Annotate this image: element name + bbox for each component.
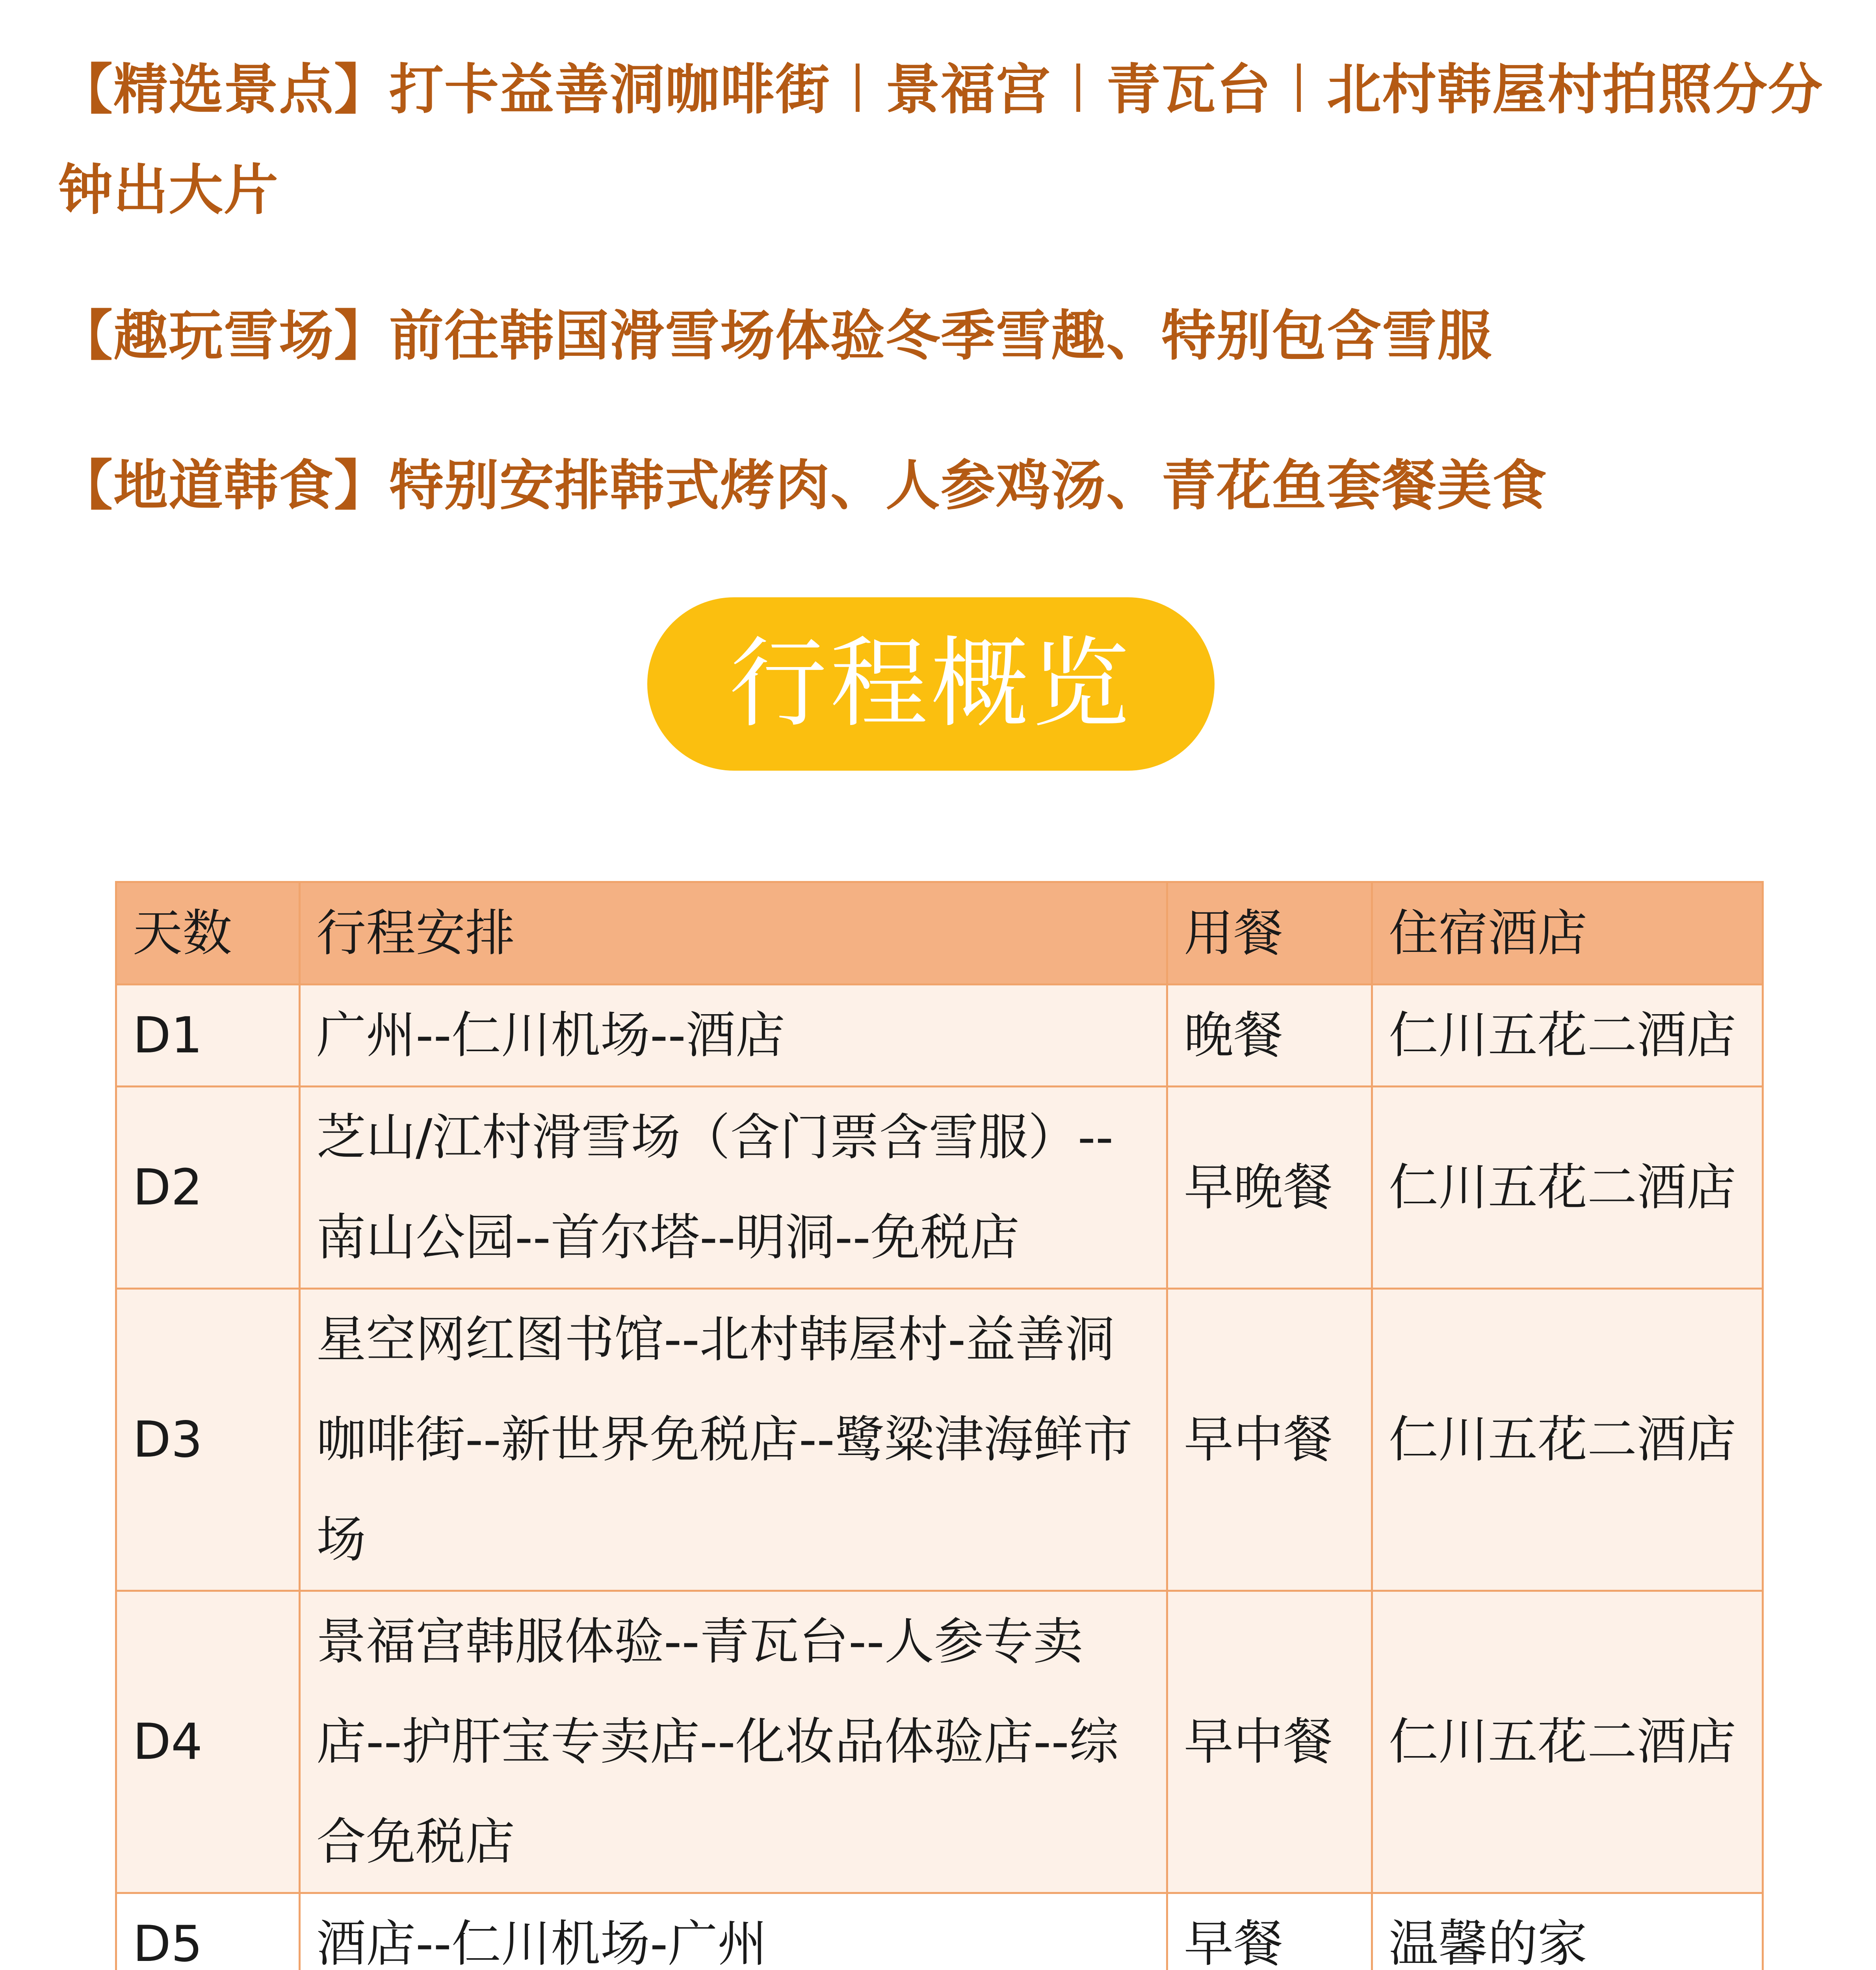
highlight-scenic-spots: 【精选景点】打卡益善洞咖啡街︱景福宫︱青瓦台︱北村韩屋村拍照分分钟出大片 <box>58 58 1824 222</box>
table-row <box>116 1893 1763 1970</box>
cell-meals: 早晚餐 <box>1167 1087 1372 1289</box>
cell-hotel: 仁川五花二酒店 <box>1372 1289 1763 1591</box>
highlight-ski-resort: 【趣玩雪场】前往韩国滑雪场体验冬季雪趣、特别包含雪服 <box>58 304 1493 368</box>
table-row <box>116 985 1763 1087</box>
cell-meals: 晚餐 <box>1167 985 1372 1087</box>
cell-itinerary: 酒店--仁川机场-广州 <box>300 1893 1167 1970</box>
overview-heading: 行程概览 <box>647 597 1215 771</box>
cell-meals: 早中餐 <box>1167 1591 1372 1893</box>
table-row <box>116 1289 1763 1591</box>
highlight-korean-food: 【地道韩食】特别安排韩式烤肉、人参鸡汤、青花鱼套餐美食 <box>58 454 1548 517</box>
column-header-itinerary: 行程安排 <box>300 882 1167 985</box>
cell-meals: 早中餐 <box>1167 1289 1372 1591</box>
cell-itinerary: 景福宫韩服体验--青瓦台--人参专卖店--护肝宝专卖店--化妆品体验店--综合免税店 <box>300 1591 1167 1893</box>
cell-day: D1 <box>116 985 300 1087</box>
cell-day: D5 <box>116 1893 300 1970</box>
table-row <box>116 1591 1763 1893</box>
cell-itinerary: 广州--仁川机场--酒店 <box>300 985 1167 1087</box>
cell-hotel: 温馨的家 <box>1372 1893 1763 1970</box>
column-header-meals: 用餐 <box>1167 882 1372 985</box>
column-header-hotel: 住宿酒店 <box>1372 882 1763 985</box>
cell-hotel: 仁川五花二酒店 <box>1372 1087 1763 1289</box>
column-header-day: 天数 <box>116 882 300 985</box>
cell-hotel: 仁川五花二酒店 <box>1372 1591 1763 1893</box>
cell-itinerary: 星空网红图书馆--北村韩屋村-益善洞咖啡街--新世界免税店--鹭粱津海鲜市场 <box>300 1289 1167 1591</box>
cell-day: D4 <box>116 1591 300 1893</box>
highlights-section <box>58 39 1831 585</box>
cell-day: D2 <box>116 1087 300 1289</box>
table-header-row <box>116 882 1763 985</box>
cell-hotel: 仁川五花二酒店 <box>1372 985 1763 1087</box>
cell-meals: 早餐 <box>1167 1893 1372 1970</box>
cell-itinerary: 芝山/江村滑雪场（含门票含雪服）--南山公园--首尔塔--明洞--免税店 <box>300 1087 1167 1289</box>
cell-day: D3 <box>116 1289 300 1591</box>
table-row <box>116 1087 1763 1289</box>
itinerary-overview-table <box>115 881 1764 1970</box>
